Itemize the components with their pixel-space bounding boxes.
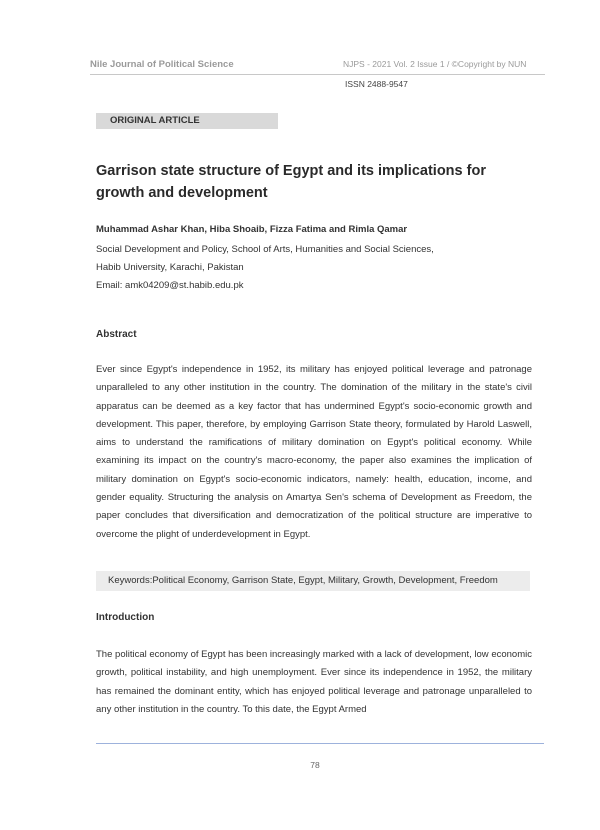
- issn: ISSN 2488-9547: [345, 79, 408, 89]
- journal-name: Nile Journal of Political Science: [90, 59, 234, 70]
- issue-info: NJPS - 2021 Vol. 2 Issue 1 / ©Copyright by NUN: [343, 59, 527, 69]
- keywords-box: [96, 571, 530, 591]
- author-list: Muhammad Ashar Khan, Hiba Shoaib, Fizza Fatima and Rimla Qamar: [96, 224, 408, 235]
- header-divider: [90, 74, 545, 75]
- affiliation-line-2: Habib University, Karachi, Pakistan: [96, 262, 244, 273]
- article-title: Garrison state structure of Egypt and its implications for growth and development: [96, 163, 486, 201]
- introduction-heading: Introduction: [96, 612, 155, 623]
- keywords-text: Keywords:Political Economy, Garrison State, Egypt, Military, Growth, Development, Freedom: [108, 575, 498, 586]
- affiliation: [96, 241, 536, 295]
- article-type-label: ORIGINAL ARTICLE: [110, 115, 200, 126]
- abstract-heading: Abstract: [96, 329, 137, 340]
- affiliation-line-1: Social Development and Policy, School of Arts, Humanities and Social Sciences,: [96, 244, 434, 255]
- abstract-text: Ever since Egypt's independence in 1952, its military has enjoyed political leverage and patronage unparalleled to any other institution in the country. The domination of the military in the state's civil apparatus can be deemed as a key factor that has undermined Egypt's socio-economic growth and development. This paper, therefore, by employing Garrison State theory, formulated by Harold Laswell, aims to understand the ramifications of military domination on Egypt's political economy. While examining its impact on the country's macro-economy, the paper also examines the implication of military domination on Egypt's socio-economic indicators, namely: health, education, income, and gender equality. Structuring the analysis on Amartya Sen's schema of Development as Freedom, the paper concludes that diversification and democratization of the political structure are imperative to overcome the plight of underdevelopment in Egypt.: [96, 364, 532, 540]
- introduction-text: The political economy of Egypt has been increasingly marked with a lack of development, low economic growth, political instability, and high unemployment. Ever since its independence in 1952, the military has remained the dominant entity, which has enjoyed political leverage and patronage unparalleled to any other institution in the country. To this date, the Egypt Armed: [96, 649, 532, 715]
- author-email: Email: amk04209@st.habib.edu.pk: [96, 280, 244, 291]
- page-number: 78: [310, 760, 320, 770]
- footer-divider: [96, 743, 544, 744]
- article-type-badge: [96, 113, 278, 129]
